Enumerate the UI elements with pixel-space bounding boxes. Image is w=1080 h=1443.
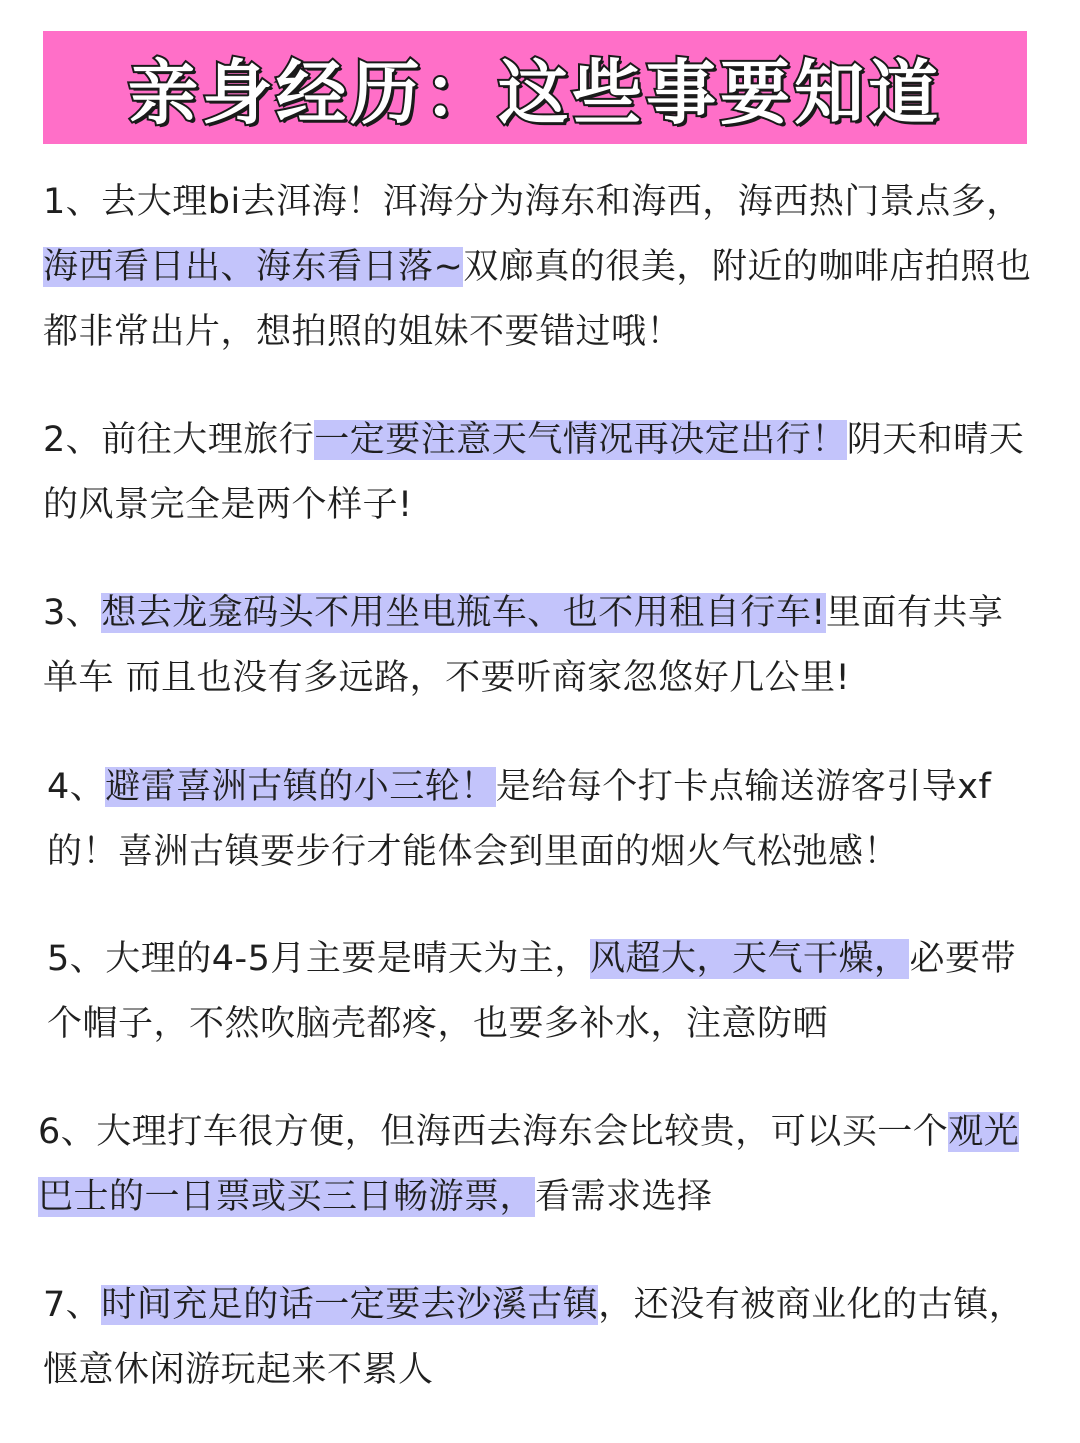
tip-3-text-cont: 里面有共享单车 而且也没有多远路，不要听商家忽悠好几公里!: [43, 593, 1004, 698]
tip-3: [43, 581, 1033, 711]
tip-3-highlight: 想去龙龛码头不用坐电瓶车、也不用租自行车!: [101, 593, 826, 633]
tip-4: [47, 755, 1037, 885]
tip-2: [43, 408, 1033, 538]
page-title: 亲身经历：这些事要知道: [128, 52, 942, 134]
title-banner: [43, 31, 1027, 144]
tip-2-text-cont: 阴天和晴天的风景完全是两个样子!: [43, 420, 1025, 525]
tip-6: [38, 1100, 1028, 1230]
tip-7: [43, 1273, 1033, 1403]
tip-1: [43, 170, 1033, 365]
tip-5: [47, 927, 1037, 1057]
tip-4-highlight: 避雷喜洲古镇的小三轮！: [105, 767, 496, 807]
tip-4-text-cont: 是给每个打卡点输送游客引导xf的！喜洲古镇要步行才能体会到里面的烟火气松弛感！: [47, 767, 992, 872]
tip-3-text: 3、: [43, 593, 102, 633]
tip-5-highlight: 风超大，天气干燥，: [589, 939, 910, 979]
tip-7-text: 7、: [43, 1285, 102, 1325]
tip-2-text: 2、前往大理旅行: [43, 420, 315, 460]
tip-5-text-cont: 必要带个帽子，不然吹脑壳都疼，也要多补水，注意防晒: [47, 939, 1016, 1044]
tip-1-text: 1、去大理bi去洱海！洱海分为海东和海西，海西热门景点多，: [43, 182, 1022, 222]
tip-6-text: 6、大理打车很方便，但海西去海东会比较贵，可以买一个: [38, 1112, 949, 1152]
tip-5-text: 5、大理的4-5月主要是晴天为主，: [47, 939, 590, 979]
tip-7-highlight: 时间充足的话一定要去沙溪古镇: [101, 1285, 599, 1325]
tip-4-text: 4、: [47, 767, 106, 807]
tip-7-text-cont: ，还没有被商业化的古镇，惬意休闲游玩起来不累人: [43, 1285, 1025, 1390]
tip-1-text-cont: 双廊真的很美，附近的咖啡店拍照也都非常出片，想拍照的姐妹不要错过哦！: [43, 247, 1032, 352]
tip-6-highlight: 观光巴士的一日票或买三日畅游票，: [38, 1112, 1020, 1217]
tip-1-highlight: 海西看日出、海东看日落~: [43, 247, 464, 287]
tip-2-highlight: 一定要注意天气情况再决定出行！: [314, 420, 847, 460]
tip-6-text-cont: 看需求选择: [535, 1177, 713, 1217]
